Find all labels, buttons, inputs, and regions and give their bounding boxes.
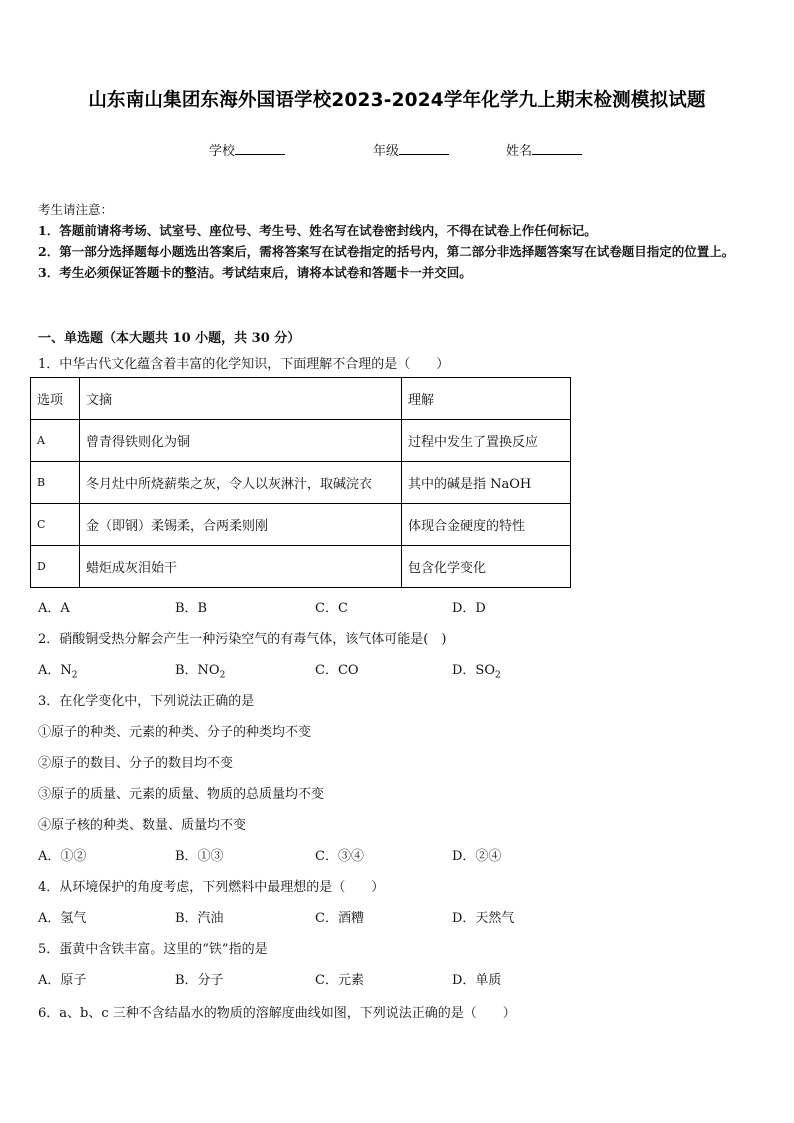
option-a: A．原子	[38, 973, 87, 988]
option-d: D．D	[452, 601, 486, 616]
statement-1: ①原子的种类、元素的种类、分子的种类均不变	[38, 725, 312, 740]
table-cell: C	[31, 504, 80, 546]
notice-heading: 考生请注意：	[38, 202, 114, 217]
option-b: B．汽油	[175, 911, 224, 926]
statement-3: ③原子的质量、元素的质量、物质的总质量均不变	[38, 787, 325, 802]
statement-4: ④原子核的种类、数量、质量均不变	[38, 818, 247, 833]
question-3-stem: 3．在化学变化中，下列说法正确的是	[38, 694, 255, 709]
table-cell: A	[31, 420, 80, 462]
question-1-stem: 1．中华古代文化蕴含着丰富的化学知识，下面理解不合理的是（ ）	[38, 357, 450, 372]
name-label: 姓名	[506, 144, 533, 159]
option-b: B．B	[175, 601, 208, 616]
option-d	[452, 659, 501, 681]
table-row	[31, 420, 571, 462]
statement-2: ②原子的数目、分子的数目均不变	[38, 756, 234, 771]
notice-item: 2．第一部分选择题每小题选出答案后，需将答案写在试卷指定的括号内，第二部分非选择题答案写在试卷题目指定的位置上。	[38, 244, 735, 259]
table-row	[31, 546, 571, 588]
grade-label: 年级	[373, 144, 400, 159]
question-6-stem: 6．a、b、c 三种不含结晶水的物质的溶解度曲线如图，下列说法正确的是（ ）	[38, 1006, 516, 1021]
option-a: A．氢气	[38, 911, 87, 926]
option-a: A．A	[38, 601, 70, 616]
table-cell: 其中的碱是指 NaOH	[402, 462, 571, 504]
table-header-cell: 理解	[402, 378, 571, 420]
option-b	[175, 659, 225, 681]
school-blank	[235, 142, 285, 155]
notice-item: 1．答题前请将考场、试室号、座位号、考生号、姓名写在试卷密封线内，不得在试卷上作任何标记。	[38, 223, 597, 238]
table-cell: D	[31, 546, 80, 588]
table-header-cell: 选项	[31, 378, 80, 420]
table-cell: 包含化学变化	[402, 546, 571, 588]
option-label: A．N	[38, 663, 72, 678]
table-cell: 曾青得铁则化为铜	[80, 420, 402, 462]
name-field	[506, 140, 582, 159]
option-subscript: 2	[495, 670, 501, 681]
option-label: D．SO	[452, 663, 495, 678]
option-c: C．C	[315, 601, 348, 616]
option-c: C．③④	[315, 849, 364, 864]
table-cell: 冬月灶中所烧薪柴之灰，令人以灰淋汁，取碱浣衣	[80, 462, 402, 504]
table-header-cell: 文摘	[80, 378, 402, 420]
option-d: D．单质	[452, 973, 502, 988]
option-d: D．天然气	[452, 911, 515, 926]
table-cell: 体现合金硬度的特性	[402, 504, 571, 546]
school-label: 学校	[209, 144, 236, 159]
grade-field	[373, 140, 449, 159]
table-row	[31, 462, 571, 504]
question-1-table	[30, 377, 571, 588]
school-field	[209, 140, 285, 159]
option-d: D．②④	[452, 849, 502, 864]
option-c: C．酒糟	[315, 911, 364, 926]
notice-item: 3．考生必须保证答题卡的整洁。考试结束后，请将本试卷和答题卡一并交回。	[38, 265, 472, 280]
name-blank	[532, 142, 582, 155]
option-c	[315, 659, 359, 678]
table-cell: 过程中发生了置换反应	[402, 420, 571, 462]
page-title: 山东南山集团东海外国语学校2023-2024学年化学九上期末检测模拟试题	[88, 90, 706, 111]
option-b: B．分子	[175, 973, 224, 988]
table-cell: B	[31, 462, 80, 504]
option-subscript: 2	[219, 670, 226, 681]
table-cell: 蜡炬成灰泪始干	[80, 546, 402, 588]
table-row	[31, 504, 571, 546]
option-c: C．元素	[315, 973, 364, 988]
grade-blank	[399, 142, 449, 155]
option-b: B．①③	[175, 849, 224, 864]
question-5-stem: 5．蛋黄中含铁丰富。这里的“铁”指的是	[38, 942, 268, 957]
section-heading: 一、单选题（本大题共 10 小题，共 30 分）	[38, 331, 301, 346]
option-a: A．①②	[38, 849, 87, 864]
notice-block	[38, 199, 763, 283]
option-a	[38, 659, 78, 681]
option-subscript: 2	[71, 670, 78, 681]
option-label: C．CO	[315, 663, 359, 678]
question-4-stem: 4．从环境保护的角度考虑，下列燃料中最理想的是（ ）	[38, 880, 385, 895]
table-header-row	[31, 378, 571, 420]
option-label: B．NO	[175, 663, 220, 678]
question-2-stem: 2．硝酸铜受热分解会产生一种污染空气的有毒气体，该气体可能是( )	[38, 632, 447, 647]
table-cell: 金（即钢）柔锡柔，合两柔则刚	[80, 504, 402, 546]
